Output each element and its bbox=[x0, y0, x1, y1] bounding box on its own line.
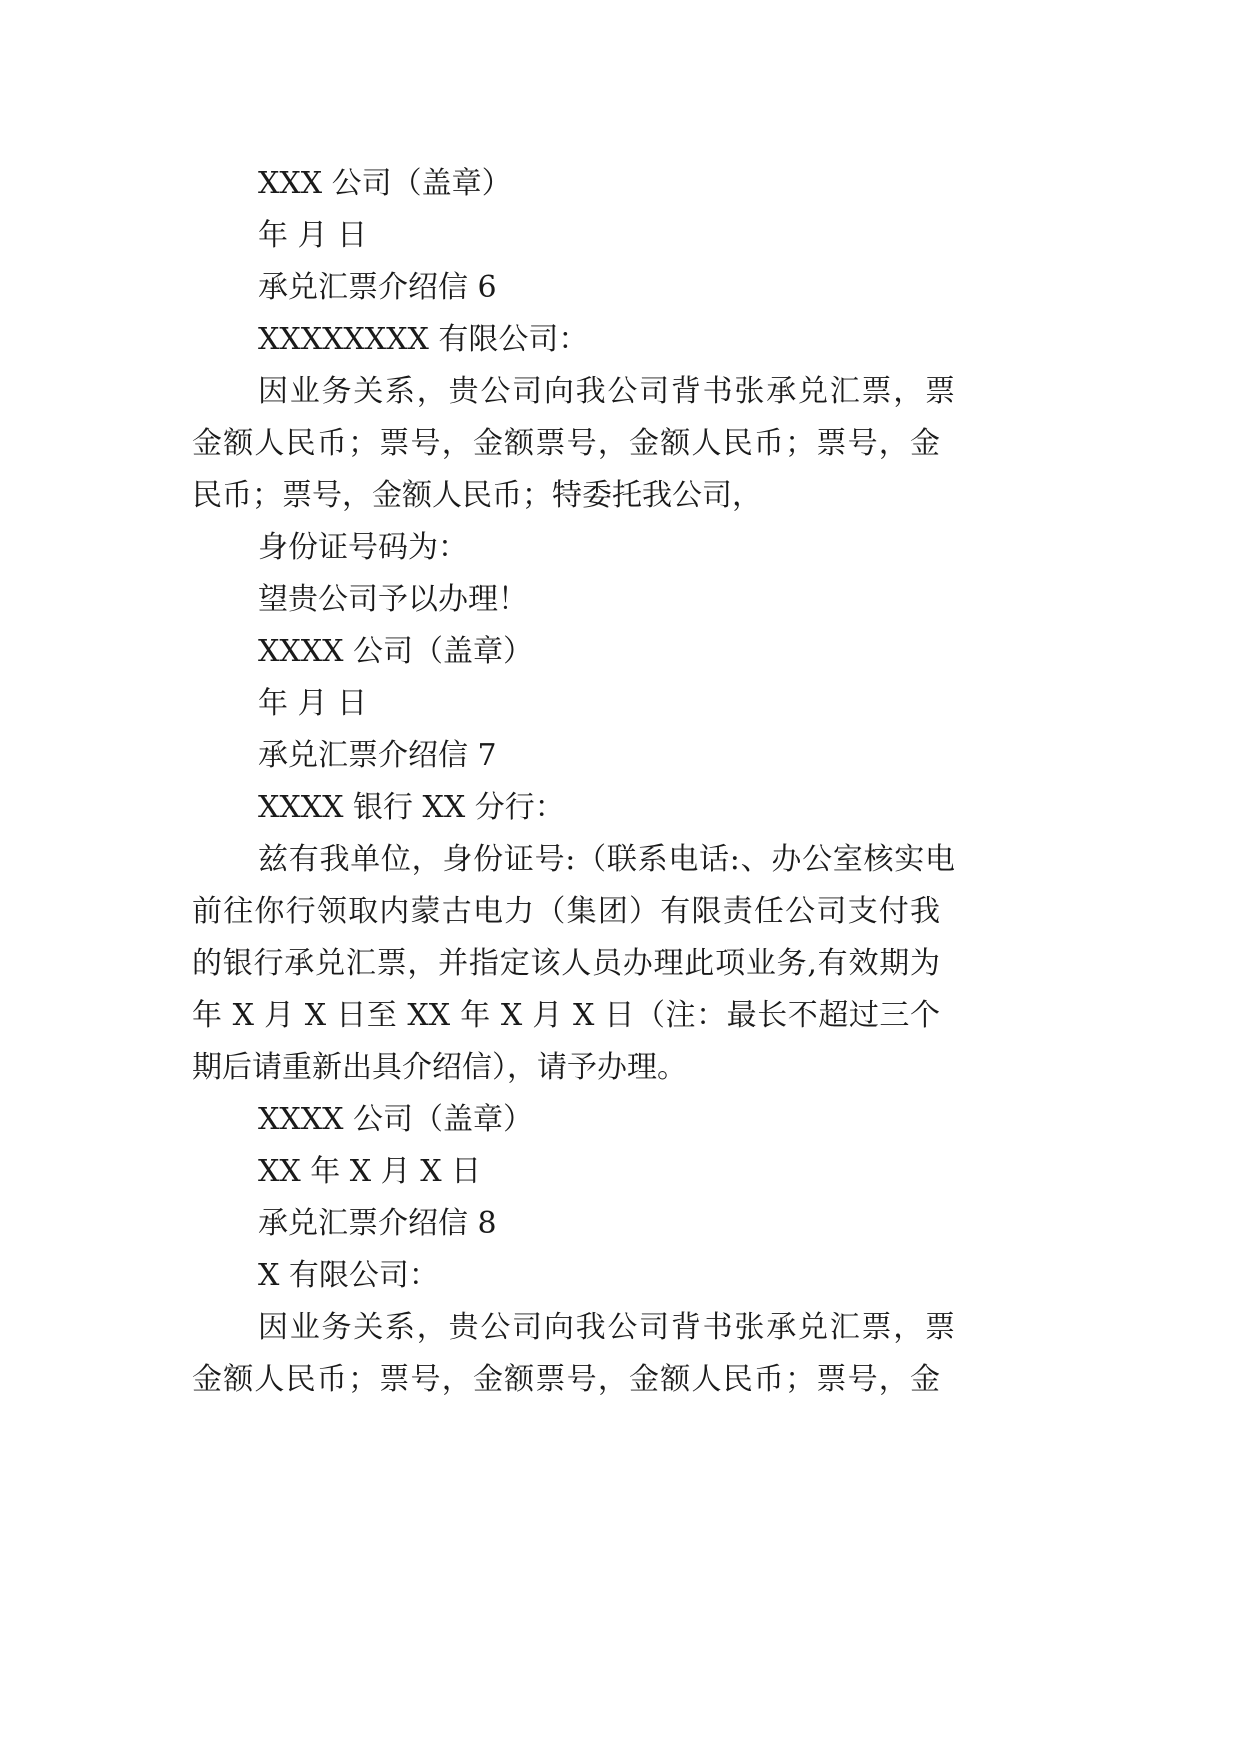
section-heading-7: 承兑汇票介绍信 7 bbox=[258, 738, 497, 773]
id-number-line: 身份证号码为： bbox=[258, 530, 468, 565]
request-line: 望贵公司予以办理！ bbox=[258, 582, 528, 617]
body-paragraph-line: 年 X 月 X 日至 XX 年 X 月 X 日（注：最长不超过三个 bbox=[192, 998, 940, 1033]
body-paragraph-line: 因业务关系，贵公司向我公司背书张承兑汇票，票 bbox=[258, 1310, 955, 1345]
body-paragraph-line: 前往你行领取内蒙古电力（集团）有限责任公司支付我 bbox=[192, 894, 940, 929]
company-seal-line: XXX 公司（盖章） bbox=[258, 166, 512, 201]
body-paragraph-line: 因业务关系，贵公司向我公司背书张承兑汇票，票 bbox=[258, 374, 955, 409]
body-paragraph-line: 金额人民币；票号，金额票号，金额人民币；票号，金 bbox=[192, 426, 940, 461]
section-heading-8: 承兑汇票介绍信 8 bbox=[258, 1206, 497, 1241]
company-seal-line: XXXX 公司（盖章） bbox=[258, 1102, 533, 1137]
body-paragraph-line: 兹有我单位，身份证号:（联系电话:、办公室核实电 bbox=[258, 842, 955, 877]
recipient-line: XXXXXXXX 有限公司： bbox=[258, 322, 589, 357]
section-heading-6: 承兑汇票介绍信 6 bbox=[258, 270, 497, 305]
date-line: 年 月 日 bbox=[258, 218, 368, 253]
recipient-line: XXXX 银行 XX 分行： bbox=[258, 790, 565, 825]
body-paragraph-line: 的银行承兑汇票，并指定该人员办理此项业务,有效期为 bbox=[192, 946, 940, 981]
body-paragraph-line: 民币；票号，金额人民币；特委托我公司， bbox=[192, 478, 762, 513]
company-seal-line: XXXX 公司（盖章） bbox=[258, 634, 533, 669]
recipient-line: X 有限公司： bbox=[258, 1258, 439, 1293]
body-paragraph-line: 期后请重新出具介绍信），请予办理。 bbox=[192, 1050, 687, 1085]
date-line: XX 年 X 月 X 日 bbox=[258, 1154, 482, 1189]
date-line: 年 月 日 bbox=[258, 686, 368, 721]
body-paragraph-line: 金额人民币；票号，金额票号，金额人民币；票号，金 bbox=[192, 1362, 940, 1397]
